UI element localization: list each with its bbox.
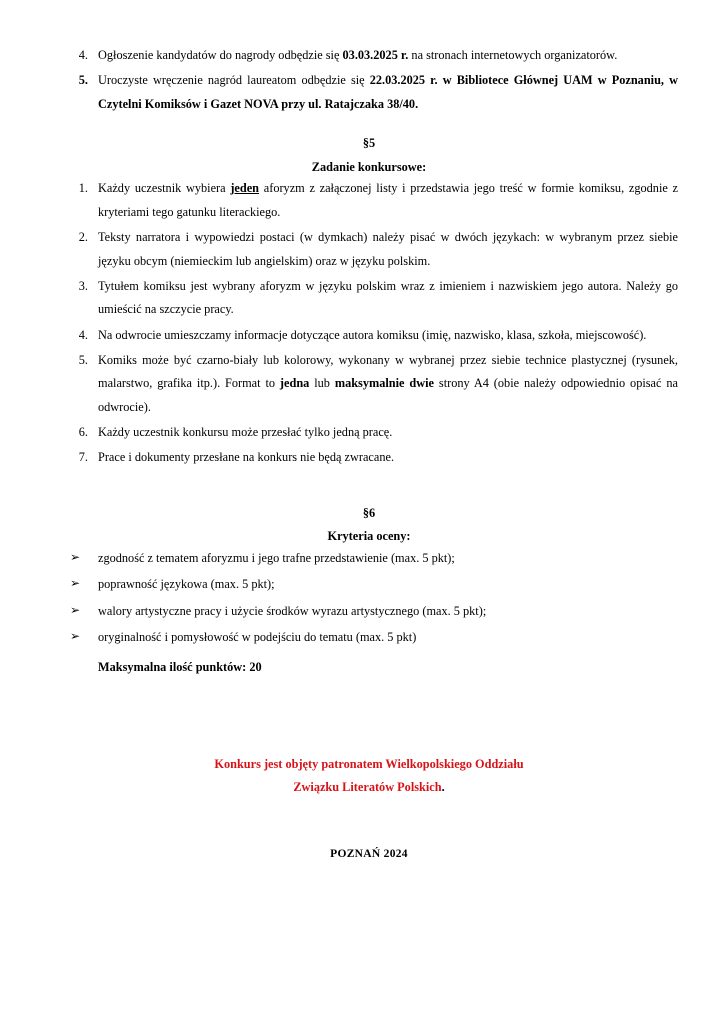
list-item xyxy=(60,600,678,623)
list-item xyxy=(60,349,678,419)
list-text: walory artystyczne pracy i użycie środków wyrazu artystycznego (max. 5 pkt); xyxy=(98,603,487,618)
list-marker: 4. xyxy=(78,48,88,62)
list-text: Na odwrocie umieszczamy informacje dotyczące autora komiksu (imię, nazwisko, klasa, szkoła, miejscowość). xyxy=(98,327,647,342)
section-6-criteria-list xyxy=(60,547,678,649)
arrow-bullet-icon: ➢ xyxy=(70,602,81,617)
patronage-line-1: Konkurs jest objęty patronatem Wielkopolskiego Oddziału xyxy=(214,756,524,771)
list-item xyxy=(60,573,678,596)
list-text: Każdy uczestnik wybiera jeden aforyzm z załączonej listy i przedstawia jego treść w formie komiksu, zgodnie z kryteriami tego gatunku literackiego. xyxy=(98,181,679,219)
list-text: poprawność językowa (max. 5 pkt); xyxy=(98,577,275,592)
list-marker: 2. xyxy=(78,230,88,245)
arrow-bullet-icon: ➢ xyxy=(70,576,81,591)
arrow-bullet-icon: ➢ xyxy=(70,550,81,565)
list-text: oryginalność i pomysłowość w podejściu do tematu (max. 5 pkt) xyxy=(98,630,417,645)
list-item xyxy=(60,324,678,347)
section-5-title: Zadanie konkursowe: xyxy=(311,159,427,174)
list-marker: 4. xyxy=(78,327,88,342)
patronage-line-2: Związku Literatów Polskich. xyxy=(293,779,445,794)
list-item xyxy=(60,626,678,649)
arrow-bullet-icon: ➢ xyxy=(70,629,81,644)
list-text: Tytułem komiksu jest wybrany aforyzm w języku polskim wraz z imieniem i nazwiskiem jego autora. Należy go umieścić na szczycie pracy. xyxy=(98,278,678,317)
section-6-title: Kryteria oceny: xyxy=(327,529,411,544)
list-marker: 5. xyxy=(78,73,88,88)
list-item xyxy=(60,446,678,469)
list-marker: 3. xyxy=(78,278,88,293)
section-5-sign: §5 xyxy=(362,136,376,151)
list-item xyxy=(60,177,678,224)
list-text: Teksty narratora i wypowiedzi postaci (w dymkach) należy pisać w dwóch językach: w wybranym przez siebie języku obcym (niemieckim lub angielskim) oraz w języku polskim. xyxy=(98,230,678,268)
list-marker: 1. xyxy=(78,181,88,196)
section-5-list xyxy=(60,177,678,469)
max-points-line: Maksymalna ilość punktów: 20 xyxy=(98,659,262,674)
footer-place-year: POZNAŃ 2024 xyxy=(330,848,408,861)
list-text: Uroczyste wręczenie nagród laureatom odbędzie się 22.03.2025 r. w Bibliotece Głównej UAM w Poznaniu, w Czytelni Komiksów i Gazet NOVA przy ul. Ratajczaka 38/40. xyxy=(98,73,678,111)
list-item xyxy=(60,44,678,67)
list-item xyxy=(60,421,678,444)
list-text: zgodność z tematem aforyzmu i jego trafne przedstawienie (max. 5 pkt); xyxy=(98,551,455,566)
list-item xyxy=(60,69,678,116)
patronage-block xyxy=(60,753,678,798)
list-text: Każdy uczestnik konkursu może przesłać tylko jedną pracę. xyxy=(98,425,393,440)
list-text: Prace i dokumenty przesłane na konkurs nie będą zwracane. xyxy=(98,450,395,465)
list-marker: 5. xyxy=(78,352,88,367)
list-marker: 6. xyxy=(78,425,88,440)
list-marker: 7. xyxy=(78,450,88,465)
section-6-sign: §6 xyxy=(362,505,376,520)
top-ordered-list xyxy=(60,44,678,116)
list-item xyxy=(60,226,678,273)
list-item xyxy=(60,547,678,570)
list-text: Ogłoszenie kandydatów do nagrody odbędzie się 03.03.2025 r. na stronach internetowych organizatorów. xyxy=(98,48,618,62)
list-item xyxy=(60,275,678,322)
list-text: Komiks może być czarno-biały lub kolorowy, wykonany w wybranej przez siebie technice plastycznej (rysunek, malarstwo, grafika itp.). Format to jedna lub maksymalnie dwie strony A4 (obie należy odpowiednio opisać na odwrocie). xyxy=(98,352,678,414)
